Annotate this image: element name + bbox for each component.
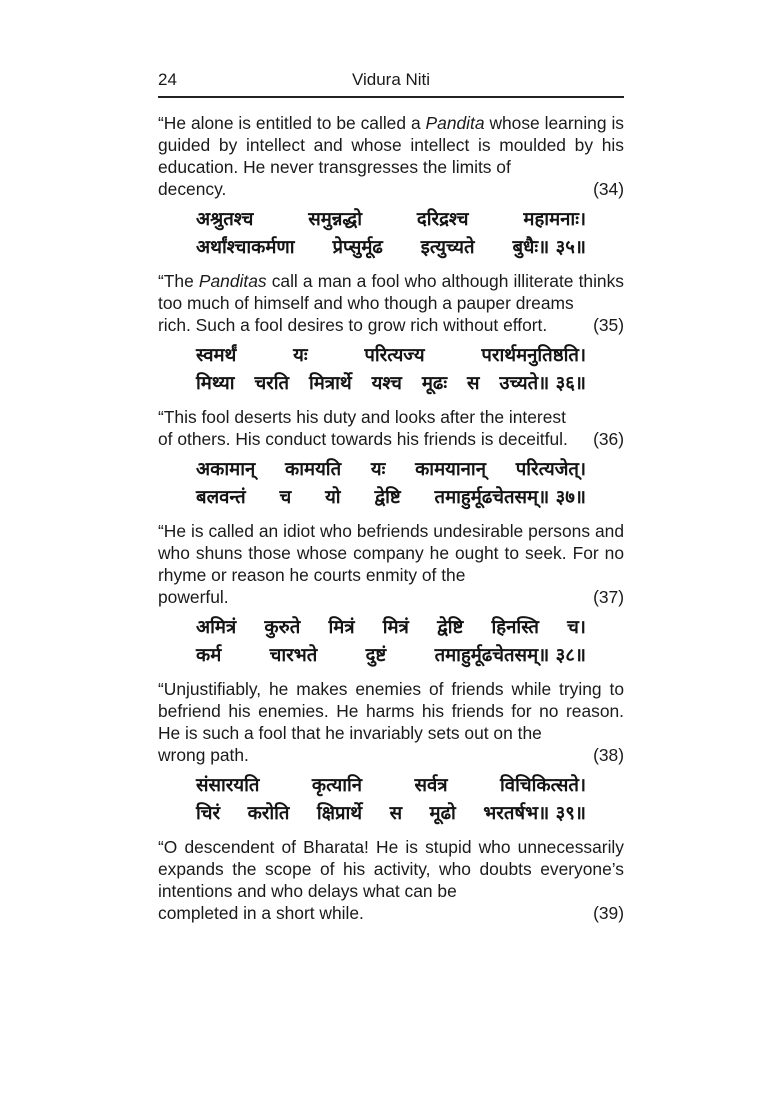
- verse-word: यः: [370, 459, 386, 480]
- paragraph-text: completed in a short while.: [158, 903, 364, 923]
- paragraph-text: “He alone is entitled to be called a: [158, 113, 426, 133]
- verse-word: कुरुते: [264, 617, 301, 638]
- sanskrit-verse: [196, 342, 624, 398]
- running-title: Vidura Niti: [351, 70, 431, 89]
- paragraph-text: rich. Such a fool desires to grow rich without effort.: [158, 315, 548, 335]
- verse-word: भरतर्षभ॥ ३९॥: [483, 803, 586, 824]
- verse-word: संसारयति: [196, 775, 260, 796]
- verse-word: कामयानान्: [415, 459, 486, 480]
- verse-word: परित्यज्य: [364, 345, 425, 366]
- verse-word: अर्थांश्चाकर्मणा: [196, 237, 295, 258]
- verse-word: दरिद्रश्च: [416, 209, 469, 230]
- page-number: 24: [158, 70, 177, 89]
- paragraph-last-line: [158, 178, 624, 200]
- verse-word: चिरं: [196, 803, 221, 824]
- verse-word: मित्रार्थे: [309, 373, 352, 394]
- verse-line: [196, 800, 586, 828]
- verse-word: इत्युच्यते: [420, 237, 475, 258]
- verse-word: महामनाः।: [523, 209, 586, 230]
- verse-word: चारभते: [269, 645, 318, 666]
- italic-term: Pandita: [425, 113, 485, 133]
- paragraph-text: wrong path.: [158, 745, 249, 765]
- verse-word: मित्रं: [328, 617, 355, 638]
- verse-word: करोति: [247, 803, 290, 824]
- verse-line: [196, 342, 586, 370]
- translation-paragraph: [158, 836, 624, 924]
- verse-word: परित्यजेत्।: [515, 459, 586, 480]
- verse-word: यः: [293, 345, 308, 366]
- verse-word: तमाहुर्मूढचेतसम्॥ ३८॥: [434, 645, 586, 666]
- verse-word: परार्थमनुतिष्ठति।: [481, 345, 586, 366]
- verse-line: [196, 614, 586, 642]
- verse-word: तमाहुर्मूढचेतसम्॥ ३७॥: [434, 487, 586, 508]
- verse-line: [196, 456, 586, 484]
- verse-word: यश्च: [371, 373, 402, 394]
- verse-word: चरति: [254, 373, 290, 394]
- verse-word: च: [279, 487, 292, 508]
- verse-word: अमित्रं: [196, 617, 237, 638]
- paragraph-text: “O descendent of Bharata! He is stupid who unnecessarily expands the scope of his activity, who doubts everyone’s intentions and who delays what can be: [158, 837, 624, 901]
- paragraph-last-line: [158, 744, 624, 766]
- verse-word: बुधैः॥ ३५॥: [512, 237, 586, 258]
- page-content: [158, 112, 624, 924]
- translation-paragraph: [158, 112, 624, 200]
- verse-word: मूढो: [429, 803, 456, 824]
- translation-paragraph: [158, 520, 624, 608]
- verse-line: [196, 642, 586, 670]
- verse-word: अकामान्: [196, 459, 256, 480]
- verse-line: [196, 370, 586, 398]
- paragraph-text: decency.: [158, 179, 227, 199]
- verse-reference: (35): [593, 315, 624, 335]
- paragraph-last-line: [158, 428, 624, 450]
- verse-word: च।: [567, 617, 586, 638]
- verse-word: बलवन्तं: [196, 487, 246, 508]
- sanskrit-verse: [196, 614, 624, 670]
- verse-reference: (34): [593, 179, 624, 199]
- verse-word: मूढः: [421, 373, 448, 394]
- paragraph-text: powerful.: [158, 587, 229, 607]
- paragraph-text: “The: [158, 271, 199, 291]
- verse-word: द्वेष्टि: [374, 487, 401, 508]
- sanskrit-verse: [196, 206, 624, 262]
- verse-word: प्रेप्सुर्मूढ: [332, 237, 383, 258]
- verse-reference: (38): [593, 745, 624, 765]
- paragraph-text: “Unjustifiably, he makes enemies of friends while trying to befriend his enemies. He harms his friends for no reason. He is such a fool that he invariably sets out on the: [158, 679, 624, 743]
- page-header: [158, 64, 624, 98]
- verse-word: कामयति: [285, 459, 342, 480]
- verse-reference: (37): [593, 587, 624, 607]
- verse-word: स्वमर्थं: [196, 345, 237, 366]
- verse-line: [196, 206, 586, 234]
- paragraph-text: “He is called an idiot who befriends undesirable persons and who shuns those whose company he ought to seek. For no rhyme or reason he courts enmity of the: [158, 521, 624, 585]
- paragraph-last-line: [158, 314, 624, 336]
- paragraph-last-line: [158, 586, 624, 608]
- paragraph-text: whose learning is guided by intellect and whose intellect is moulded by his education. He never transgresses the limits of: [158, 113, 625, 177]
- verse-word: स: [389, 803, 403, 824]
- paragraph-text: of others. His conduct towards his friends is deceitful.: [158, 429, 568, 449]
- paragraph-text: “This fool deserts his duty and looks after the interest: [158, 407, 566, 427]
- verse-word: दुष्टं: [365, 645, 387, 666]
- translation-paragraph: [158, 678, 624, 766]
- verse-word: अश्रुतश्च: [196, 209, 254, 230]
- translation-paragraph: [158, 406, 624, 450]
- verse-line: [196, 772, 586, 800]
- verse-word: कर्म: [196, 645, 222, 666]
- verse-reference: (36): [593, 429, 624, 449]
- verse-word: मित्रं: [382, 617, 409, 638]
- paragraph-text: call a man a fool who although illiterate thinks too much of himself and who though a pauper dreams: [158, 271, 624, 313]
- verse-reference: (39): [593, 903, 624, 923]
- sanskrit-verse: [196, 456, 624, 512]
- verse-word: यो: [325, 487, 341, 508]
- verse-line: [196, 484, 586, 512]
- verse-word: सर्वत्र: [414, 775, 448, 796]
- verse-word: हिनस्ति: [491, 617, 539, 638]
- verse-word: स: [466, 373, 480, 394]
- verse-word: कृत्यानि: [311, 775, 363, 796]
- verse-word: समुन्नद्धो: [308, 209, 362, 230]
- verse-word: विचिकित्सते।: [500, 775, 586, 796]
- verse-word: द्वेष्टि: [437, 617, 464, 638]
- translation-paragraph: [158, 270, 624, 336]
- sanskrit-verse: [196, 772, 624, 828]
- verse-word: क्षिप्रार्थे: [316, 803, 363, 824]
- verse-line: [196, 234, 586, 262]
- verse-word: उच्यते॥ ३६॥: [499, 373, 586, 394]
- verse-word: मिथ्या: [196, 373, 235, 394]
- italic-term: Panditas: [198, 271, 267, 291]
- paragraph-last-line: [158, 902, 624, 924]
